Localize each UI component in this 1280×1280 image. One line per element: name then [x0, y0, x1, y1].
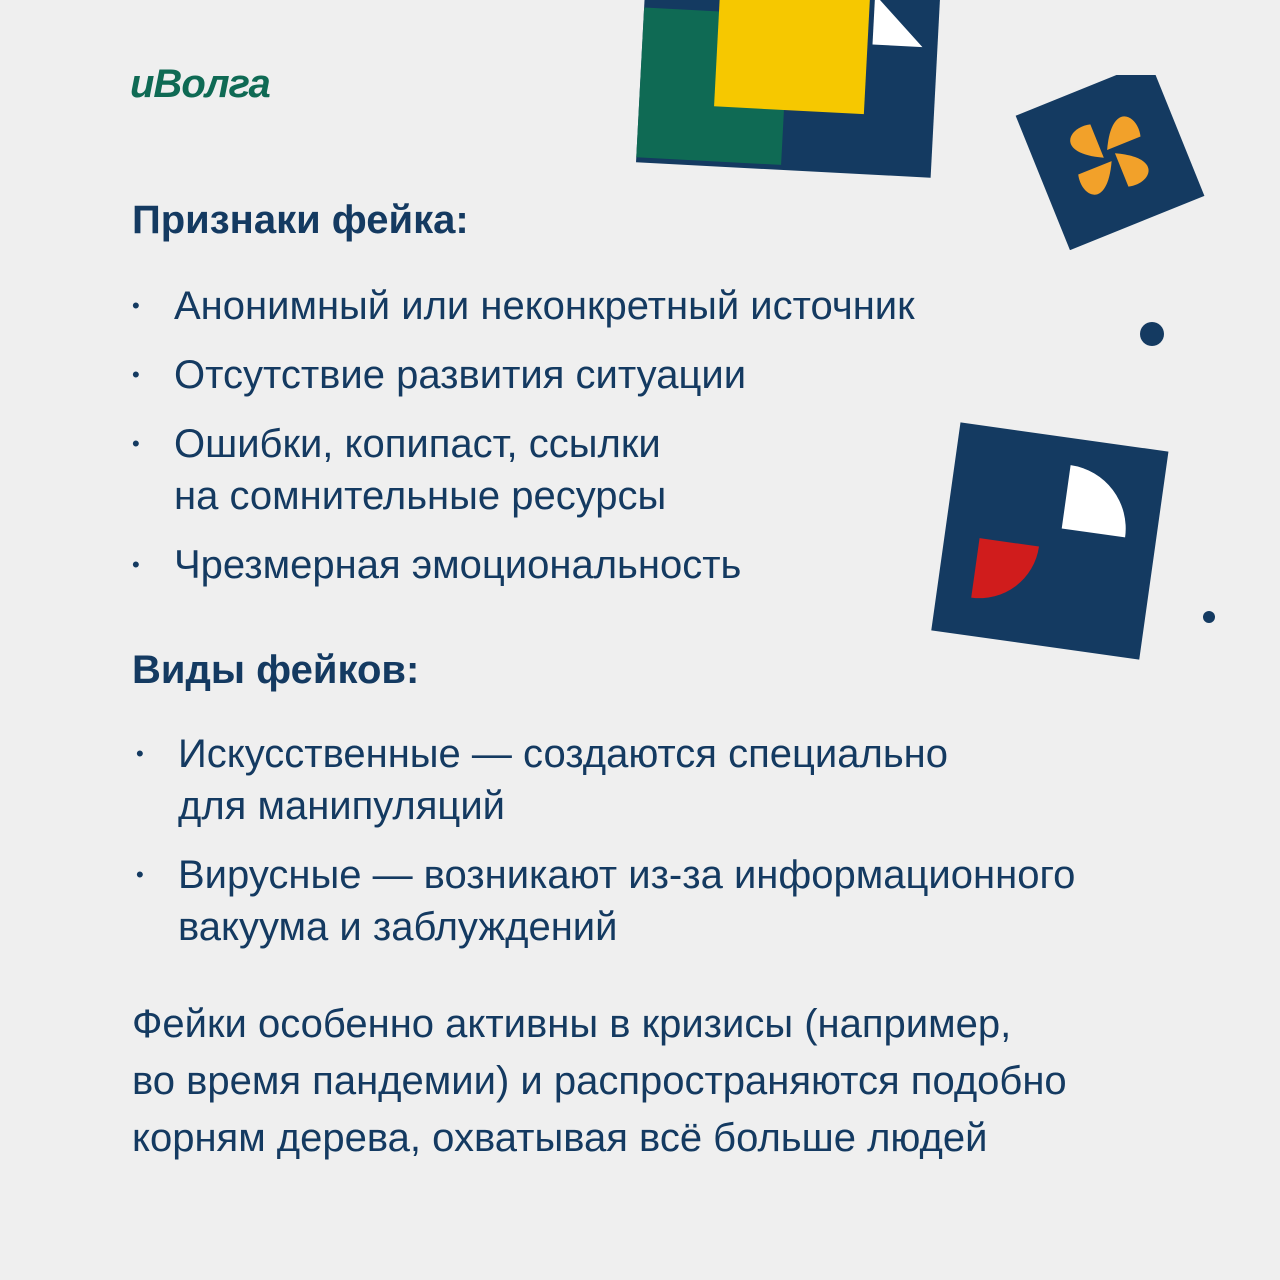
list-item: • Искусственные — создаются специально для манипуляций [136, 728, 1075, 832]
signs-list [132, 280, 915, 608]
bullet: • [132, 293, 140, 318]
section-heading-types: Виды фейков: [132, 648, 420, 692]
list-item: • Отсутствие развития ситуации [132, 349, 915, 401]
list-item: • Чрезмерная эмоциональность [132, 539, 915, 591]
section-heading-signs: Признаки фейка: [132, 198, 469, 242]
tile-green-yellow-navy [620, 0, 950, 200]
list-item: • Вирусные — возникают из-за информационного вакуума и заблуждений [136, 849, 1075, 953]
dot [1202, 610, 1216, 624]
summary-paragraph: Фейки особенно активны в кризисы (например, во время пандемии) и распространяются подобно корням дерева, охватывая всё больше людей [132, 1002, 1067, 1160]
list-item: • Ошибки, копипаст, ссылки на сомнительные ресурсы [132, 418, 915, 522]
bullet: • [136, 741, 144, 766]
bullet: • [132, 552, 140, 577]
bullet: • [132, 362, 140, 387]
list-item: • Анонимный или неконкретный источник [132, 280, 915, 332]
tile-quarter-circles [925, 418, 1175, 663]
bullet: • [136, 862, 144, 887]
dot [1138, 320, 1166, 348]
tile-orange-flower [1005, 75, 1220, 250]
bullet: • [132, 431, 140, 456]
brand-logo: иВолга [130, 62, 270, 106]
types-list [136, 728, 1075, 970]
